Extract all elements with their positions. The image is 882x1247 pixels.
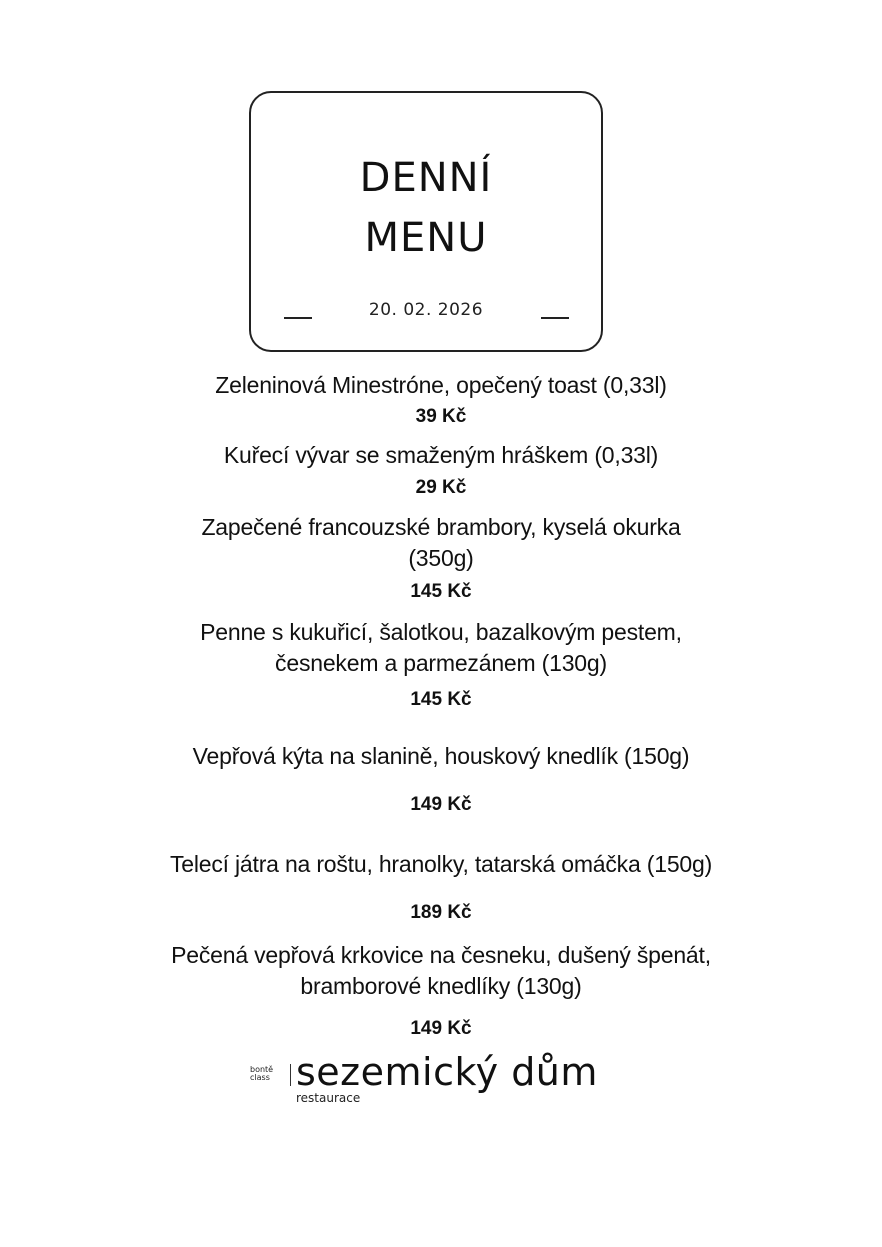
logo-small-line2: class: [250, 1073, 270, 1082]
logo-name: sezemický dům: [296, 1050, 598, 1094]
menu-item-price: 145 Kč: [410, 689, 472, 710]
title-line-2: MENU: [364, 215, 488, 261]
menu-item: [0, 440, 882, 471]
menu-item-name: Zeleninová Minestróne, opečený toast (0,33l): [215, 372, 667, 398]
menu-item-name: Vepřová kýta na slanině, houskový knedlík (150g): [192, 743, 690, 769]
menu-item-price: 189 Kč: [410, 902, 472, 923]
menu-item-name: Kuřecí vývar se smaženým hráškem (0,33l): [223, 442, 659, 468]
menu-item-price: 39 Kč: [415, 406, 467, 427]
logo-subtitle: restaurace: [296, 1091, 361, 1105]
menu-item-name-line2: česnekem a parmezánem (130g): [275, 650, 607, 676]
menu-item: [0, 617, 882, 679]
menu-item-name: Pečená vepřová krkovice na česneku, dušený špenát,: [171, 942, 711, 968]
logo-small-line1: bontě: [250, 1065, 274, 1074]
menu-item: [0, 512, 882, 574]
menu-item: [0, 940, 882, 1002]
restaurant-logo: [250, 1050, 620, 1108]
menu-item: [0, 370, 882, 401]
menu-item-name: Telecí játra na roštu, hranolky, tatarská omáčka (150g): [169, 851, 713, 877]
menu-item-price: 29 Kč: [415, 477, 467, 498]
menu-item: [0, 849, 882, 880]
dash-right: [541, 317, 569, 319]
menu-date: 20. 02. 2026: [368, 300, 484, 320]
menu-item-price: 145 Kč: [410, 581, 472, 602]
title-line-1: DENNÍ: [359, 155, 493, 201]
logo-brand-small: [250, 1066, 273, 1082]
menu-item-name: Zapečené francouzské brambory, kyselá okurka: [201, 514, 681, 540]
menu-item-name: Penne s kukuřicí, šalotkou, bazalkovým pestem,: [200, 619, 682, 645]
menu-item: [0, 741, 882, 772]
menu-item-price: 149 Kč: [410, 1018, 472, 1039]
logo-separator: [290, 1064, 291, 1086]
menu-item-name-line2: bramborové knedlíky (130g): [300, 973, 582, 999]
title-card: [249, 91, 603, 352]
menu-item-price: 149 Kč: [410, 794, 472, 815]
menu-item-name-line2: (350g): [408, 545, 474, 571]
